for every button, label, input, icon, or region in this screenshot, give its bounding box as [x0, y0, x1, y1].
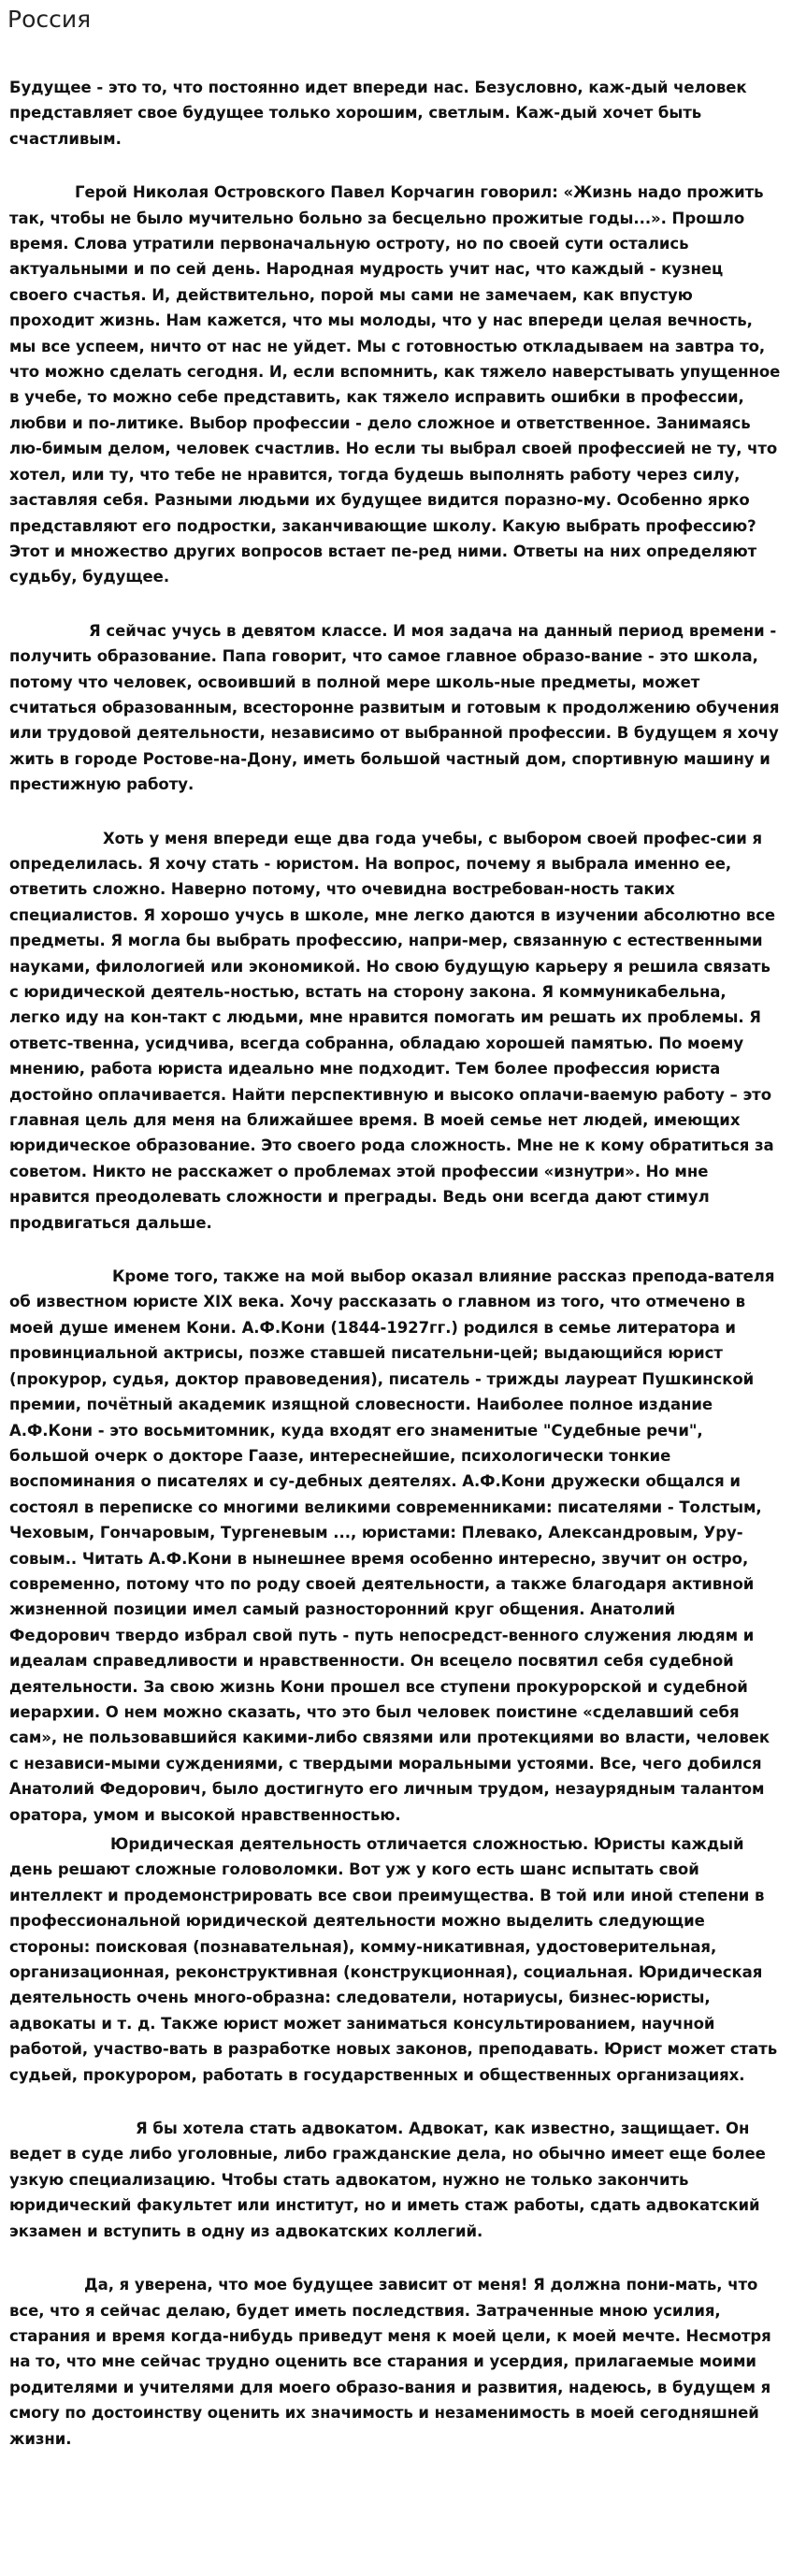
paragraph-conclusion: Да, я уверена, что мое будущее зависит от меня! Я должна пони-мать, что все, что я сейчас делаю, будет иметь последствия. Затраченные мною усилия, старания и время когда-нибудь приведут меня к моей цели, к моей мечте. Несмотря на то, что мне сейчас трудно оценить все старания и усердия, прилагаемые моими родителями и учителями для моего образо-вания и развития, надеюсь, в будущем я смогу по достоинству оценить их значимость и незаменимость в моей сегодняшней жизни. — [9, 2276, 771, 2448]
paragraph-koni: Кроме того, также на мой выбор оказал влияние рассказ препода-вателя об известном юристе XIX века. Хочу рассказать о главном из того, что отмечено в моей душе именем Кони. А.Ф.Кони (1844-1927гг.) родился в семье литератора и провинциальной актрисы, позже ставшей писательни-цей; выдающийся юрист (прокурор, судья, доктор правоведения), писатель - трижды лауреат Пушкинской премии, почётный академик изящной словесности. Наиболее полное издание А.Ф.Кони - это восьмитомник, куда входят его знаменитые "Судебные речи", большой очерк о докторе Гаазе, интереснейшие, психологически тонкие воспоминания о писателях и су-дебных деятелях. А.Ф.Кони дружески общался и состоял в переписке со многими великими современниками: писателями - Толстым, Чеховым, Гончаровым, Тургеневым ..., юристами: Плевако, Александровым, Уру-совым.. Читать А.Ф.Кони в нынешнее время особенно интересно, звучит он остро, современно, потому что по роду своей деятельности, а также благодаря активной жизненной позиции имел самый разносторонний круг общения. Анатолий Федорович твердо избрал свой путь - путь непосредст-венного служения людям и идеалам справедливости и нравственности. Он всецело посвятил себя судебной деятельности. За свою жизнь Кони прошел все ступени прокурорской и судебной иерархии. О нем можно сказать, что это был человек поистине «сделавший себя сам», не пользовавшийся какими-либо связями или протекциями во власти, человек с независи-мыми суждениями, с твердыми моральными устоями. Все, чего добился Анатолий Федорович, было достигнуто его личным трудом, незаурядным талантом оратора, умом и высокой нравственностью. — [9, 1267, 775, 1824]
paragraph-legal-activity: Юридическая деятельность отличается сложностью. Юристы каждый день решают сложные головоломки. Вот уж у кого есть шанс испытать свой интеллект и продемонстрировать все свои преимущества. В той или иной степени в профессиональной юридической деятельности можно выделить следующие стороны: поисковая (познавательная), комму-никативная, удостоверительная, организационная, реконструктивная (конструкционная), социальная. Юридическая деятельность очень много-образна: следователи, нотариусы, бизнес-юристы, адвокаты и т. д. Также юрист может заниматься консультированием, научной работой, участво-вать в разработке новых законов, преподавать. Юрист может стать судьей, прокурором, работать в государственных и общественных организациях. — [9, 1835, 778, 2084]
essay-body — [9, 75, 782, 2480]
page-title: Россия — [7, 6, 92, 33]
paragraph-korchagin: Герой Николая Островского Павел Корчагин говорил: «Жизнь надо прожить так, чтобы не было мучительно больно за бесцельно прожитые годы...». Прошло время. Слова утратили первоначальную остроту, но по своей сути остались актуальными и по сей день. Народная мудрость учит нас, что каждый - кузнец своего счастья. И, действительно, порой мы сами не замечаем, как впустую проходит жизнь. Нам кажется, что мы молоды, что у нас впереди целая вечность, мы все успеем, ничто от нас не уйдет. Мы с готовностью откладываем на завтра то, что можно сделать сегодня. И, если вспомнить, как тяжело наверстывать упущенное в учебе, то можно себе представить, как тяжело исправить ошибки в профессии, любви и по-литике. Выбор профессии - дело сложное и ответственное. Занимаясь лю-бимым делом, человек счастлив. Но если ты выбрал своей профессией не ту, что хотел, или ту, что тебе не нравится, тогда будешь выполнять работу через силу, заставляя себя. Разными людьми их будущее видится поразно-му. Особенно ярко представляют его подростки, заканчивающие школу. Какую выбрать профессию? Этот и множество других вопросов встает пе-ред ними. Ответы на них определяют судьбу, будущее. — [9, 183, 781, 586]
paragraph-lawyer: Я бы хотела стать адвокатом. Адвокат, как известно, защищает. Он ведет в суде либо уголовные, либо гражданские дела, но обычно имеет еще более узкую специализацию. Чтобы стать адвокатом, нужно не только закончить юридический факультет или институт, но и иметь стаж работы, сдать адвокатский экзамен и вступить в одну из адвокатских коллегий. — [9, 2120, 766, 2240]
paragraph-ninth-grade: Я сейчас учусь в девятом классе. И моя задача на данный период времени - получить образование. Папа говорит, что самое главное образо-вание - это школа, потому что человек, освоивший в полной мере школь-ные предметы, может считаться образованным, всесторонне развитым и готовым к продолжению обучения или трудовой деятельности, независимо от выбранной профессии. В будущем я хочу жить в городе Ростове-на-Дону, иметь большой частный дом, спортивную машину и престижную работу. — [9, 621, 780, 794]
paragraph-intro: Будущее - это то, что постоянно идет впереди нас. Безусловно, каж-дый человек представляет свое будущее только хорошим, светлым. Каж-дый хочет быть счастливым. — [9, 79, 747, 148]
paragraph-career-choice: Хоть у меня впереди еще два года учебы, с выбором своей профес-сии я определилась. Я хочу стать - юристом. На вопрос, почему я выбрала именно ее, ответить сложно. Наверно потому, что очевидна востребован-ность таких специалистов. Я хорошо учусь в школе, мне легко даются в изучении абсолютно все предметы. Я могла бы выбрать профессию, напри-мер, связанную с естественными науками, филологией или экономикой. Но свою будущую карьеру я решила связать с юридической деятель-ностью, встать на сторону закона. Я коммуникабельна, легко иду на кон-такт с людьми, мне нравится помогать им решать их проблемы. Я ответс-твенна, усидчива, всегда собранна, обладаю хорошей памятью. По моему мнению, работа юриста идеально мне подходит. Тем более профессия юриста достойно оплачивается. Найти перспективную и высоко оплачи-ваемую работу – это главная цель для меня на ближайшее время. В моей семье нет людей, имеющих юридическое образование. Это своего рода сложность. Мне не к кому обратиться за советом. Никто не расскажет о проблемах этой профессии «изнутри». Но мне нравится преодолевать сложности и преграды. Ведь они всегда дают стимул продвигаться дальше. — [9, 829, 776, 1232]
